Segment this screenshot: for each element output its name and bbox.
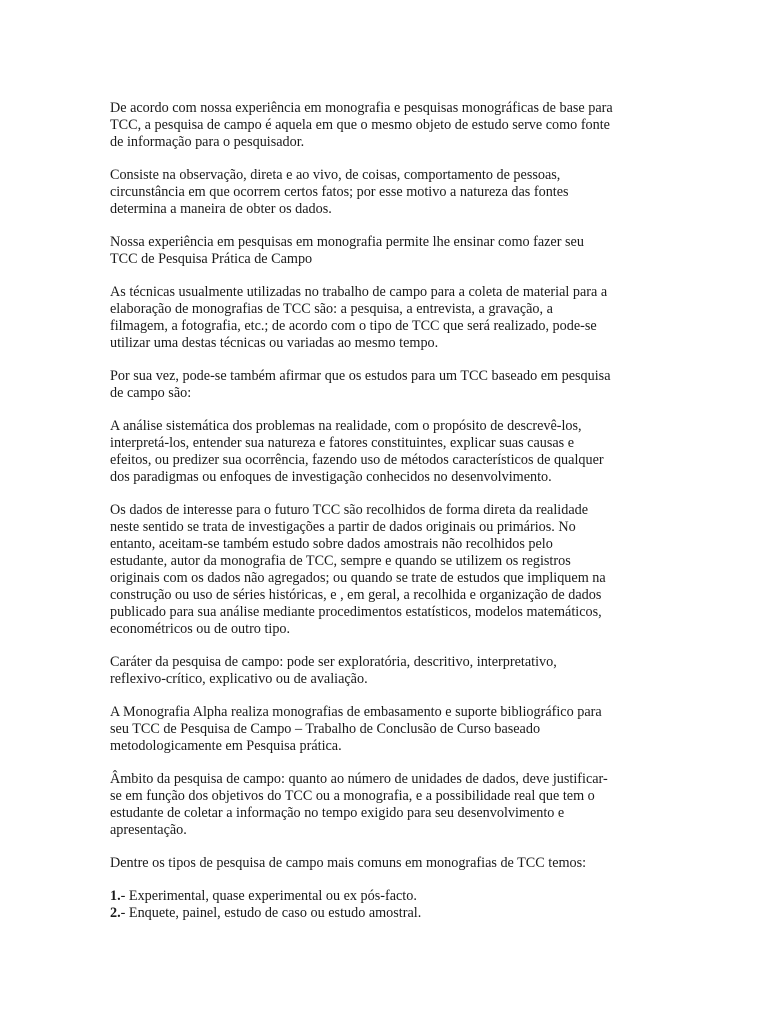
paragraph-line: Os dados de interesse para o futuro TCC são recolhidos de forma direta da realidade (110, 502, 589, 518)
paragraph-line: TCC de Pesquisa Prática de Campo (110, 251, 313, 267)
list-item-number: 2. (110, 905, 121, 921)
paragraph-line: elaboração de monografias de TCC são: a pesquisa, a entrevista, a gravação, a (110, 301, 553, 317)
paragraph-line: de informação para o pesquisador. (110, 134, 305, 150)
paragraph-line: TCC, a pesquisa de campo é aquela em que o mesmo objeto de estudo serve como fonte (110, 117, 610, 133)
list-item (110, 888, 662, 905)
paragraph-line: Nossa experiência em pesquisas em monografia permite lhe ensinar como fazer seu (110, 234, 584, 250)
paragraph-line: estudante, autor da monografia de TCC, sempre e quando se utilizem os registros (110, 553, 571, 569)
paragraph-line: apresentação. (110, 822, 187, 838)
paragraph-line: circunstância em que ocorrem certos fatos; por esse motivo a natureza das fontes (110, 184, 569, 200)
paragraph (110, 167, 662, 218)
paragraph-line: seu TCC de Pesquisa de Campo – Trabalho de Conclusão de Curso baseado (110, 721, 541, 737)
paragraph (110, 418, 662, 486)
list-item-text: - Experimental, quase experimental ou ex pós-facto. (120, 888, 417, 904)
paragraph-line: econométricos ou de outro tipo. (110, 621, 291, 637)
paragraph-line: publicado para sua análise mediante procedimentos estatísticos, modelos matemáticos, (110, 604, 602, 620)
paragraph-line: determina a maneira de obter os dados. (110, 201, 332, 217)
paragraph-line: estudante de coletar a informação no tempo exigido para seu desenvolvimento e (110, 805, 565, 821)
paragraph-line: Dentre os tipos de pesquisa de campo mais comuns em monografias de TCC temos: (110, 855, 587, 871)
paragraph (110, 234, 662, 268)
paragraph-line: Consiste na observação, direta e ao vivo, de coisas, comportamento de pessoas, (110, 167, 561, 183)
paragraph-line: de campo são: (110, 385, 192, 401)
paragraph-line: entanto, aceitam-se também estudo sobre dados amostrais não recolhidos pelo (110, 536, 553, 552)
paragraph-line: interpretá-los, entender sua natureza e fatores constituintes, explicar suas causas e (110, 435, 575, 451)
paragraph (110, 654, 662, 688)
paragraph-line: se em função dos objetivos do TCC ou a monografia, e a possibilidade real que tem o (110, 788, 595, 804)
list-item (110, 905, 662, 922)
paragraph-line: efeitos, ou predizer sua ocorrência, fazendo uso de métodos característicos de qualquer (110, 452, 604, 468)
paragraph-line: Âmbito da pesquisa de campo: quanto ao número de unidades de dados, deve justificar- (110, 771, 608, 787)
paragraph-line: A análise sistemática dos problemas na realidade, com o propósito de descrevê-los, (110, 418, 582, 434)
paragraph (110, 771, 662, 839)
paragraph-line: metodologicamente em Pesquisa prática. (110, 738, 342, 754)
pesquisa-types-list (110, 888, 662, 922)
paragraph-line: De acordo com nossa experiência em monografia e pesquisas monográficas de base para (110, 100, 613, 116)
paragraph (110, 502, 662, 638)
document-body (110, 100, 662, 872)
paragraph-line: Caráter da pesquisa de campo: pode ser exploratória, descritivo, interpretativo, (110, 654, 557, 670)
paragraph (110, 368, 662, 402)
paragraph-line: filmagem, a fotografia, etc.; de acordo com o tipo de TCC que será realizado, pode-se (110, 318, 597, 334)
list-item-number: 1. (110, 888, 121, 904)
paragraph-line: A Monografia Alpha realiza monografias de embasamento e suporte bibliográfico para (110, 704, 602, 720)
paragraph-line: As técnicas usualmente utilizadas no trabalho de campo para a coleta de material para a (110, 284, 608, 300)
paragraph (110, 284, 662, 352)
paragraph-line: Por sua vez, pode-se também afirmar que os estudos para um TCC baseado em pesquisa (110, 368, 611, 384)
document-page (110, 100, 662, 922)
paragraph (110, 855, 662, 872)
list-item-text: - Enquete, painel, estudo de caso ou estudo amostral. (120, 905, 422, 921)
paragraph-line: reflexivo-crítico, explicativo ou de avaliação. (110, 671, 368, 687)
paragraph (110, 704, 662, 755)
paragraph-line: utilizar uma destas técnicas ou variadas ao mesmo tempo. (110, 335, 439, 351)
paragraph (110, 100, 662, 151)
paragraph-line: construção ou uso de séries históricas, e , em geral, a recolhida e organização de dados (110, 587, 602, 603)
paragraph-line: dos paradigmas ou enfoques de investigação conhecidos no desenvolvimento. (110, 469, 552, 485)
paragraph-line: originais com os dados não agregados; ou quando se trate de estudos que impliquem na (110, 570, 606, 586)
paragraph-line: neste sentido se trata de investigações a partir de dados originais ou primários. No (110, 519, 576, 535)
